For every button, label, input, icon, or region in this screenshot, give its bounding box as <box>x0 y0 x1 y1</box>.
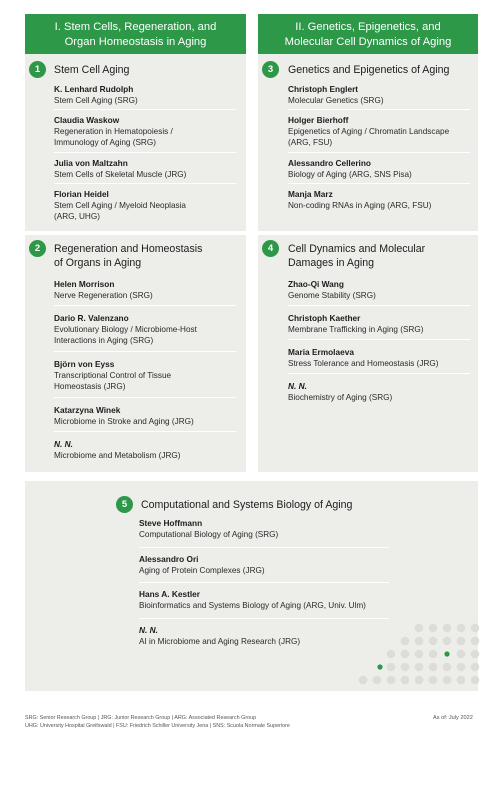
decorative-dot <box>387 663 396 672</box>
member-entry <box>54 115 173 148</box>
entry-divider <box>288 305 470 306</box>
member-role: Interactions in Aging (SRG) <box>54 336 154 345</box>
decorative-dot <box>471 676 480 685</box>
footnote-abbreviations <box>25 714 290 730</box>
decorative-dot <box>471 650 480 659</box>
member-role: Aging of Protein Complexes (JRG) <box>139 566 265 575</box>
member-entry <box>288 381 392 403</box>
section-title-line: Genetics and Epigenetics of Aging <box>288 64 450 76</box>
member-name: Holger Bierhoff <box>288 115 349 125</box>
decorative-dot <box>443 624 452 633</box>
entry-divider <box>54 305 236 306</box>
member-role: Membrane Trafficking in Aging (SRG) <box>288 325 424 334</box>
entry-divider <box>54 351 236 352</box>
section-title-line: Computational and Systems Biology of Aging <box>141 499 353 511</box>
member-role: Biochemistry of Aging (SRG) <box>288 393 393 402</box>
section-title-line: Damages in Aging <box>288 257 374 269</box>
member-role: Biology of Aging (ARG, SNS Pisa) <box>288 170 412 179</box>
member-role: Stem Cell Aging / Myeloid Neoplasia <box>54 201 186 210</box>
member-role: Genome Stability (SRG) <box>288 291 376 300</box>
member-role: Homeostasis (JRG) <box>54 382 126 391</box>
section-number-badge: 4 <box>262 240 279 257</box>
member-role: (ARG, UHG) <box>54 212 100 221</box>
member-role: Microbiome in Stroke and Aging (JRG) <box>54 417 194 426</box>
section-title <box>54 242 202 270</box>
column-header-right <box>258 14 478 54</box>
member-entry <box>288 313 423 335</box>
decorative-dot <box>429 650 438 659</box>
member-role: Molecular Genetics (SRG) <box>288 96 384 105</box>
footnote-line: UHG: University Hospital Greifswald | FSU: Friedrich Schiller University Jena | SNS: Scuola Normale Superiore <box>25 723 290 729</box>
decorative-dot <box>401 663 410 672</box>
member-role: AI in Microbiome and Aging Research (JRG) <box>139 637 301 646</box>
section-title <box>288 242 425 270</box>
member-name: Manja Marz <box>288 189 333 199</box>
column-header-left-line2: Organ Homeostasis in Aging <box>64 36 207 48</box>
section-title <box>141 498 352 512</box>
decorative-dot <box>415 624 424 633</box>
decorative-dot <box>401 650 410 659</box>
decorative-dot <box>457 676 466 685</box>
member-entry <box>54 84 138 106</box>
decorative-dot <box>471 637 480 646</box>
member-name: N. N. <box>139 625 158 635</box>
entry-divider <box>288 152 470 153</box>
decorative-dot <box>415 637 424 646</box>
member-name: Christoph Kaether <box>288 313 361 323</box>
member-role: Computational Biology of Aging (SRG) <box>139 530 279 539</box>
decorative-dot <box>429 663 438 672</box>
entry-divider <box>288 183 470 184</box>
decorative-dot <box>443 676 452 685</box>
section-title-line: of Organs in Aging <box>54 257 142 269</box>
member-entry <box>288 189 431 211</box>
section-title <box>54 63 129 77</box>
decorative-dot <box>359 676 368 685</box>
member-role: Stem Cell Aging (SRG) <box>54 96 138 105</box>
decorative-dot <box>415 663 424 672</box>
decorative-dot <box>387 676 396 685</box>
column-header-left <box>25 14 246 54</box>
decorative-dot <box>457 624 466 633</box>
decorative-dot <box>429 624 438 633</box>
member-entry <box>139 554 265 576</box>
entry-divider <box>54 431 236 432</box>
member-entry <box>288 84 384 106</box>
section-number-badge: 2 <box>29 240 46 257</box>
entry-divider <box>139 547 389 548</box>
member-entry <box>288 279 376 301</box>
decorative-dot <box>401 637 410 646</box>
section-title-line: Stem Cell Aging <box>54 64 130 76</box>
member-name: N. N. <box>54 439 73 449</box>
member-name: Björn von Eyss <box>54 359 115 369</box>
member-name: Dario R. Valenzano <box>54 313 129 323</box>
member-entry <box>288 158 412 180</box>
section-title-line: Regeneration and Homeostasis <box>54 243 203 255</box>
member-entry <box>288 115 449 148</box>
member-name: Julia von Maltzahn <box>54 158 128 168</box>
decorative-dot <box>457 650 466 659</box>
member-entry <box>54 158 186 180</box>
section-title <box>288 63 449 77</box>
decorative-dot <box>457 663 466 672</box>
entry-divider <box>54 183 236 184</box>
entry-divider <box>54 109 236 110</box>
member-entry <box>139 625 300 647</box>
decorative-dot <box>429 676 438 685</box>
member-entry <box>139 589 366 611</box>
member-role: Microbiome and Metabolism (JRG) <box>54 451 181 460</box>
member-name: Maria Ermolaeva <box>288 347 354 357</box>
member-role: Epigenetics of Aging / Chromatin Landscape <box>288 127 450 136</box>
section-number-badge: 3 <box>262 61 279 78</box>
member-role: Non-coding RNAs in Aging (ARG, FSU) <box>288 201 432 210</box>
member-role: Evolutionary Biology / Microbiome-Host <box>54 325 197 334</box>
member-entry <box>54 189 186 222</box>
decorative-dot <box>471 624 480 633</box>
member-entry <box>54 359 171 392</box>
decorative-dot <box>401 676 410 685</box>
entry-divider <box>288 373 470 374</box>
column-header-right-line1: II. Genetics, Epigenetics, and <box>295 21 441 33</box>
decorative-dot <box>457 637 466 646</box>
member-entry <box>54 439 181 461</box>
footnote-line: SRG: Senior Research Group | JRG: Junior Research Group | ARG: Associated Research Group <box>25 715 257 721</box>
member-name: Katarzyna Winek <box>54 405 121 415</box>
entry-divider <box>288 109 470 110</box>
panel-section-2 <box>25 235 246 472</box>
member-entry <box>139 518 278 540</box>
member-name: Christoph Englert <box>288 84 359 94</box>
as-of-date: As of: July 2022 <box>433 715 473 721</box>
member-role: Immunology of Aging (SRG) <box>54 138 156 147</box>
decorative-dot <box>443 663 452 672</box>
decorative-dot-pattern <box>355 622 480 692</box>
member-entry <box>54 313 197 346</box>
entry-divider <box>139 618 389 619</box>
member-name: Claudia Waskow <box>54 115 120 125</box>
member-role: (ARG, FSU) <box>288 138 333 147</box>
member-entry <box>288 347 438 369</box>
decorative-dot <box>415 650 424 659</box>
entry-divider <box>288 339 470 340</box>
member-name: Steve Hoffmann <box>139 518 203 528</box>
member-role: Regeneration in Hematopoiesis / <box>54 127 173 136</box>
member-name: Hans A. Kestler <box>139 589 201 599</box>
decorative-dot <box>387 650 396 659</box>
member-entry <box>54 279 153 301</box>
member-role: Stress Tolerance and Homeostasis (JRG) <box>288 359 439 368</box>
section-title-line: Cell Dynamics and Molecular <box>288 243 426 255</box>
decorative-dot <box>377 664 382 669</box>
column-header-left-line1: I. Stem Cells, Regeneration, and <box>54 21 217 33</box>
decorative-dot <box>444 651 449 656</box>
decorative-dot <box>471 663 480 672</box>
decorative-dot <box>373 676 382 685</box>
decorative-dot <box>443 637 452 646</box>
entry-divider <box>54 397 236 398</box>
member-role: Bioinformatics and Systems Biology of Aging (ARG, Univ. Ulm) <box>139 601 366 610</box>
member-name: Zhao-Qi Wang <box>288 279 344 289</box>
member-role: Stem Cells of Skeletal Muscle (JRG) <box>54 170 187 179</box>
member-entry <box>54 405 194 427</box>
member-name: Alessandro Cellerino <box>288 158 371 168</box>
section-number-badge: 5 <box>116 496 133 513</box>
decorative-dot <box>415 676 424 685</box>
decorative-dot <box>429 637 438 646</box>
member-name: Alessandro Ori <box>139 554 199 564</box>
member-name: N. N. <box>288 381 307 391</box>
section-number-badge: 1 <box>29 61 46 78</box>
member-name: Florian Heidel <box>54 189 109 199</box>
entry-divider <box>54 152 236 153</box>
member-role: Nerve Regeneration (SRG) <box>54 291 153 300</box>
column-header-right-line2: Molecular Cell Dynamics of Aging <box>284 36 452 48</box>
member-name: K. Lenhard Rudolph <box>54 84 134 94</box>
member-role: Transcriptional Control of Tissue <box>54 371 172 380</box>
member-name: Helen Morrison <box>54 279 115 289</box>
entry-divider <box>139 582 389 583</box>
